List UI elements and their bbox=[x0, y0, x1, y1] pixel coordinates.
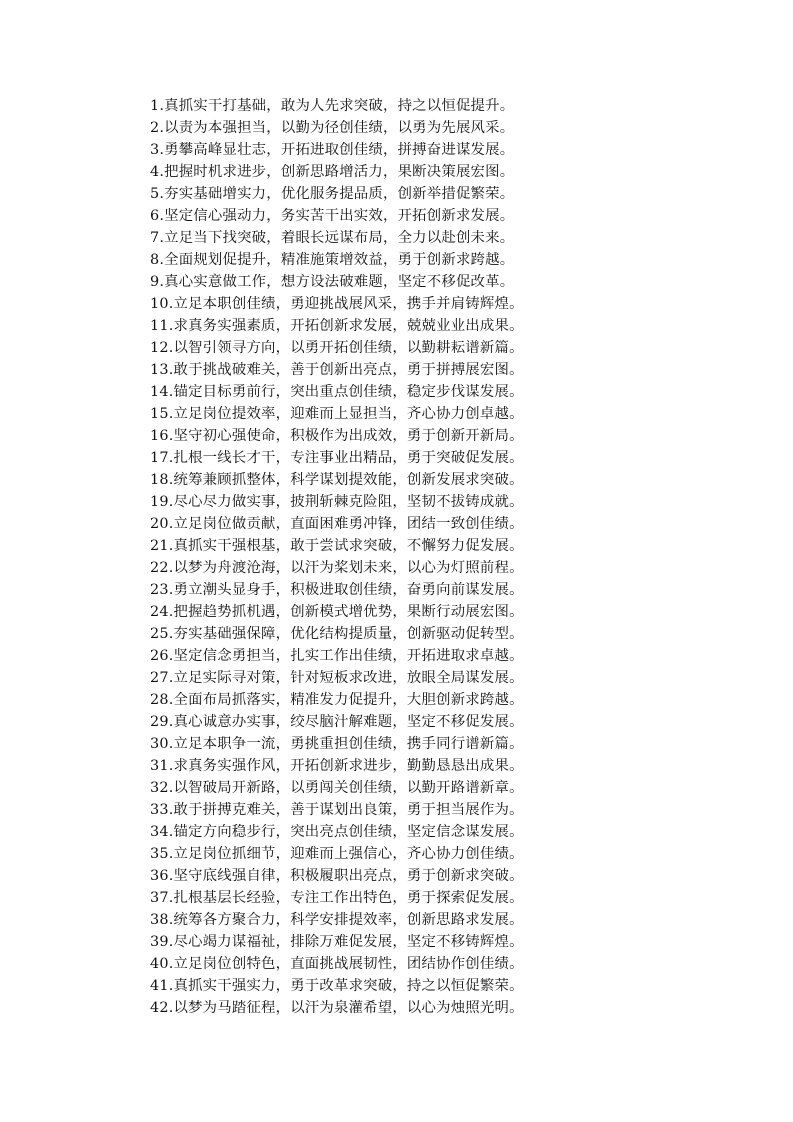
slogan-line: 2.以责为本强担当，以勤为径创佳绩，以勇为先展风采。 bbox=[150, 120, 515, 136]
slogan-line: 4.把握时机求进步，创新思路增活力，果断决策展宏图。 bbox=[150, 164, 515, 180]
slogan-line: 40.立足岗位创特色，直面挑战展韧性，团结协作创佳绩。 bbox=[150, 956, 524, 972]
slogan-line: 24.把握趋势抓机遇，创新模式增优势，果断行动展宏图。 bbox=[150, 604, 524, 620]
slogan-line: 1.真抓实干打基础，敢为人先求突破，持之以恒促提升。 bbox=[150, 98, 515, 114]
slogan-line: 19.尽心尽力做实事，披荆斩棘克险阻，坚韧不拔铸成就。 bbox=[150, 494, 524, 510]
slogan-line: 8.全面规划促提升，精准施策增效益，勇于创新求跨越。 bbox=[150, 252, 515, 268]
slogan-line: 17.扎根一线长才干，专注事业出精品，勇于突破促发展。 bbox=[150, 450, 524, 466]
slogan-line: 20.立足岗位做贡献，直面困难勇冲锋，团结一致创佳绩。 bbox=[150, 516, 524, 532]
slogan-line: 35.立足岗位抓细节，迎难而上强信心，齐心协力创佳绩。 bbox=[150, 846, 524, 862]
slogan-line: 11.求真务实强素质，开拓创新求发展，兢兢业业出成果。 bbox=[150, 318, 524, 334]
slogan-line: 34.锚定方向稳步行，突出亮点创佳绩，坚定信念谋发展。 bbox=[150, 824, 524, 840]
slogan-line: 15.立足岗位提效率，迎难而上显担当，齐心协力创卓越。 bbox=[150, 406, 524, 422]
slogan-line: 26.坚定信念勇担当，扎实工作出佳绩，开拓进取求卓越。 bbox=[150, 648, 524, 664]
slogan-line: 7.立足当下找突破，着眼长远谋布局，全力以赴创未来。 bbox=[150, 230, 515, 246]
slogan-line: 9.真心实意做工作，想方设法破难题，坚定不移促改革。 bbox=[150, 274, 515, 290]
slogan-list bbox=[150, 95, 524, 1019]
slogan-line: 38.统筹各方聚合力，科学安排提效率，创新思路求发展。 bbox=[150, 912, 524, 928]
slogan-line: 13.敢于挑战破难关，善于创新出亮点，勇于拼搏展宏图。 bbox=[150, 362, 524, 378]
slogan-line: 32.以智破局开新路，以勇闯关创佳绩，以勤开路谱新章。 bbox=[150, 780, 524, 796]
slogan-line: 21.真抓实干强根基，敢于尝试求突破，不懈努力促发展。 bbox=[150, 538, 524, 554]
slogan-line: 18.统筹兼顾抓整体，科学谋划提效能，创新发展求突破。 bbox=[150, 472, 524, 488]
slogan-line: 30.立足本职争一流，勇挑重担创佳绩，携手同行谱新篇。 bbox=[150, 736, 524, 752]
slogan-line: 14.锚定目标勇前行，突出重点创佳绩，稳定步伐谋发展。 bbox=[150, 384, 524, 400]
slogan-line: 23.勇立潮头显身手，积极进取创佳绩，奋勇向前谋发展。 bbox=[150, 582, 524, 598]
slogan-line: 22.以梦为舟渡沧海，以汗为桨划未来，以心为灯照前程。 bbox=[150, 560, 524, 576]
slogan-line: 25.夯实基础强保障，优化结构提质量，创新驱动促转型。 bbox=[150, 626, 524, 642]
slogan-line: 41.真抓实干强实力，勇于改革求突破，持之以恒促繁荣。 bbox=[150, 978, 524, 994]
slogan-line: 37.扎根基层长经验，专注工作出特色，勇于探索促发展。 bbox=[150, 890, 524, 906]
slogan-line: 28.全面布局抓落实，精准发力促提升，大胆创新求跨越。 bbox=[150, 692, 524, 708]
slogan-line: 3.勇攀高峰显壮志，开拓进取创佳绩，拼搏奋进谋发展。 bbox=[150, 142, 515, 158]
slogan-line: 42.以梦为马踏征程，以汗为泉灌希望，以心为烛照光明。 bbox=[150, 1000, 524, 1016]
slogan-line: 10.立足本职创佳绩，勇迎挑战展风采，携手并肩铸辉煌。 bbox=[150, 296, 524, 312]
slogan-line: 29.真心诚意办实事，绞尽脑汁解难题，坚定不移促发展。 bbox=[150, 714, 524, 730]
slogan-line: 31.求真务实强作风，开拓创新求进步，勤勤恳恳出成果。 bbox=[150, 758, 524, 774]
slogan-line: 39.尽心竭力谋福祉，排除万难促发展，坚定不移铸辉煌。 bbox=[150, 934, 524, 950]
slogan-line: 27.立足实际寻对策，针对短板求改进，放眼全局谋发展。 bbox=[150, 670, 524, 686]
slogan-line: 36.坚守底线强自律，积极履职出亮点，勇于创新求突破。 bbox=[150, 868, 524, 884]
slogan-line: 6.坚定信心强动力，务实苦干出实效，开拓创新求发展。 bbox=[150, 208, 515, 224]
slogan-line: 12.以智引领寻方向，以勇开拓创佳绩，以勤耕耘谱新篇。 bbox=[150, 340, 524, 356]
slogan-line: 33.敢于拼搏克难关，善于谋划出良策，勇于担当展作为。 bbox=[150, 802, 524, 818]
slogan-line: 16.坚守初心强使命，积极作为出成效，勇于创新开新局。 bbox=[150, 428, 524, 444]
slogan-line: 5.夯实基础增实力，优化服务提品质，创新举措促繁荣。 bbox=[150, 186, 515, 202]
